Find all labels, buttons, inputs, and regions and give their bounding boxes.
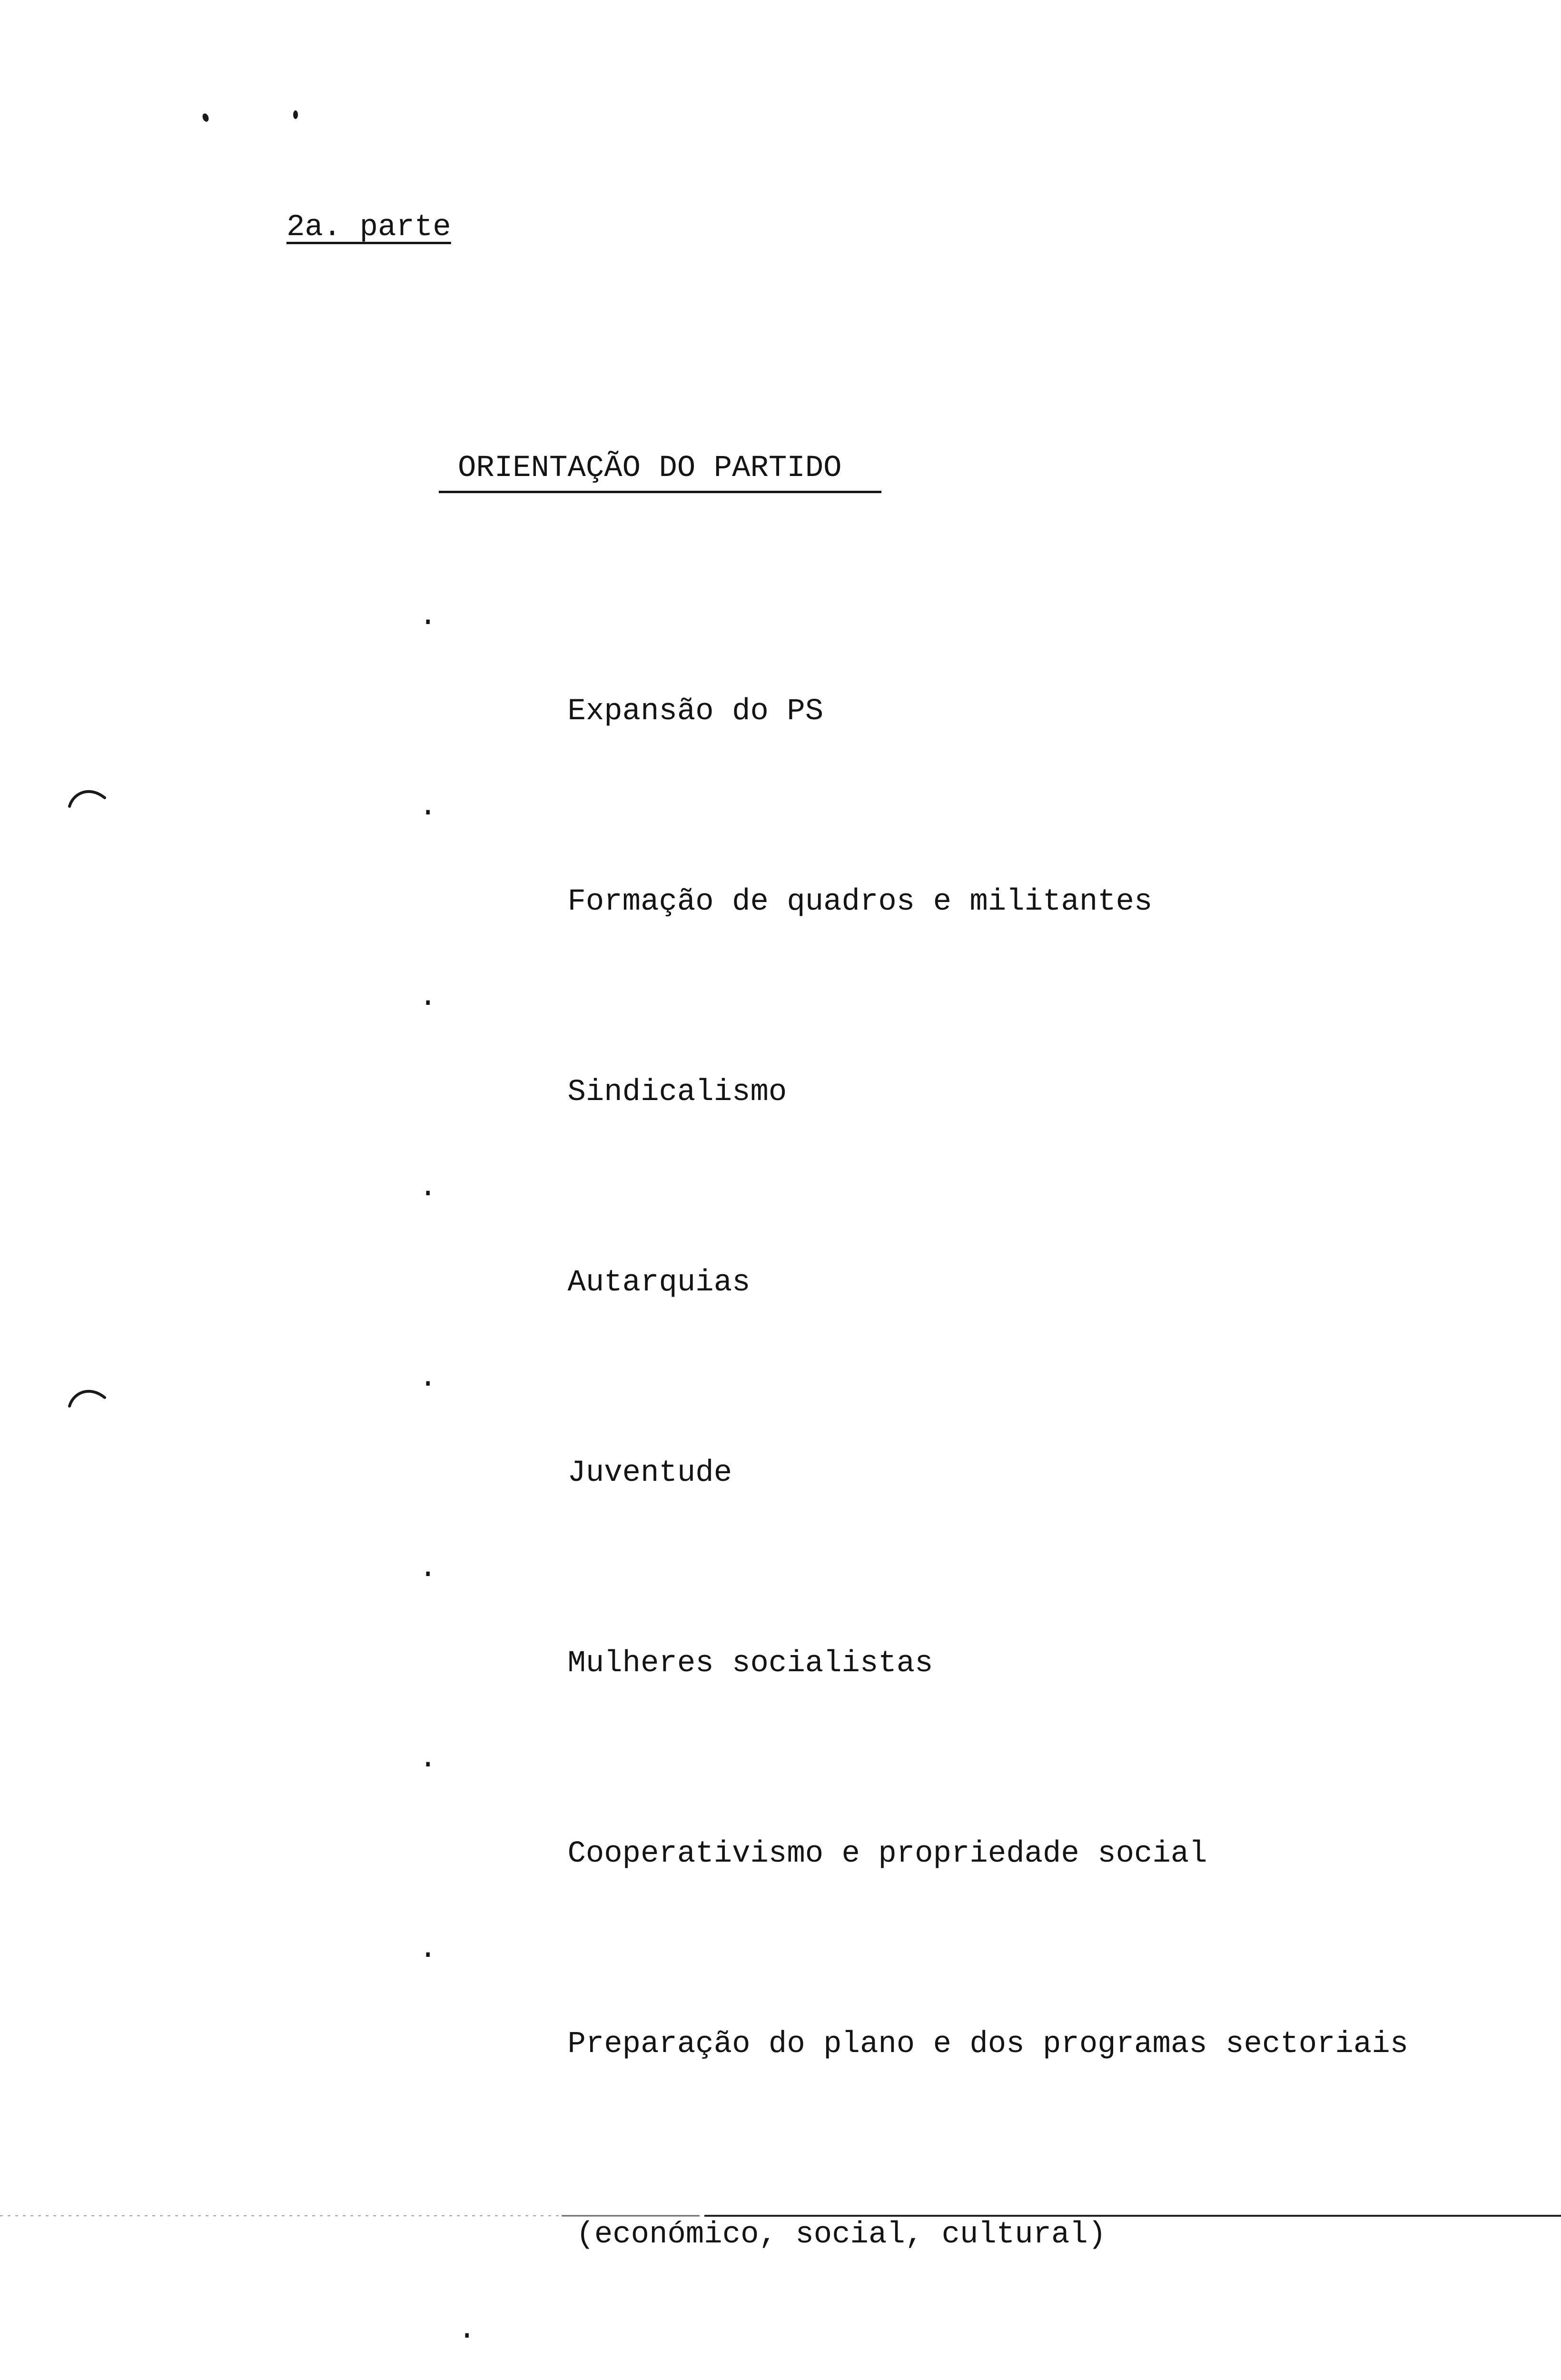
list-item-text: Juventude	[567, 1456, 732, 1490]
list-item-text: Cooperativismo e propriedade social	[567, 1837, 1207, 1871]
scan-edge-line	[0, 2213, 1561, 2218]
list-item	[419, 783, 1408, 973]
bullet-dot: .	[419, 1551, 437, 1586]
list-item-text: Autarquias	[567, 1266, 751, 1300]
scan-speck	[293, 110, 298, 119]
list-item-text: Expansão do PS	[567, 694, 824, 729]
list-item-text: Mulheres socialistas	[567, 1646, 933, 1681]
list-item	[419, 1545, 1408, 1735]
bullet-dot: .	[419, 1932, 437, 1966]
binder-hole-mark	[67, 1385, 107, 1408]
list-item	[419, 1925, 1408, 2116]
list-item	[419, 1354, 1408, 1545]
scan-speck	[201, 112, 209, 122]
list-item-text: Sindicalismo	[567, 1075, 787, 1110]
bullet-dot: .	[419, 1361, 437, 1395]
bullet-dot: .	[419, 1170, 437, 1205]
list-item	[419, 593, 1408, 783]
bullet-dot: .	[419, 790, 437, 824]
binder-hole-mark	[67, 785, 107, 808]
bullet-dot: .	[419, 599, 437, 634]
list-item-continuation	[419, 2116, 1408, 2306]
section-label: 2a. parte	[287, 210, 451, 245]
topic-list	[419, 593, 1408, 2380]
bullet-dot: .	[419, 980, 437, 1014]
list-item	[419, 1735, 1408, 1925]
list-subitem	[419, 2306, 1408, 2380]
bullet-dot: .	[458, 2313, 476, 2347]
list-item	[419, 973, 1408, 1164]
list-item	[419, 1164, 1408, 1354]
bullet-dot: .	[419, 1742, 437, 1776]
list-item-text: (económico, social, cultural)	[576, 2218, 1107, 2252]
list-item-text: Preparação do plano e dos programas sectoriais	[567, 2027, 1409, 2062]
document-heading: ORIENTAÇÃO DO PARTIDO	[439, 449, 881, 493]
list-item-text: Formação de quadros e militantes	[567, 885, 1153, 919]
